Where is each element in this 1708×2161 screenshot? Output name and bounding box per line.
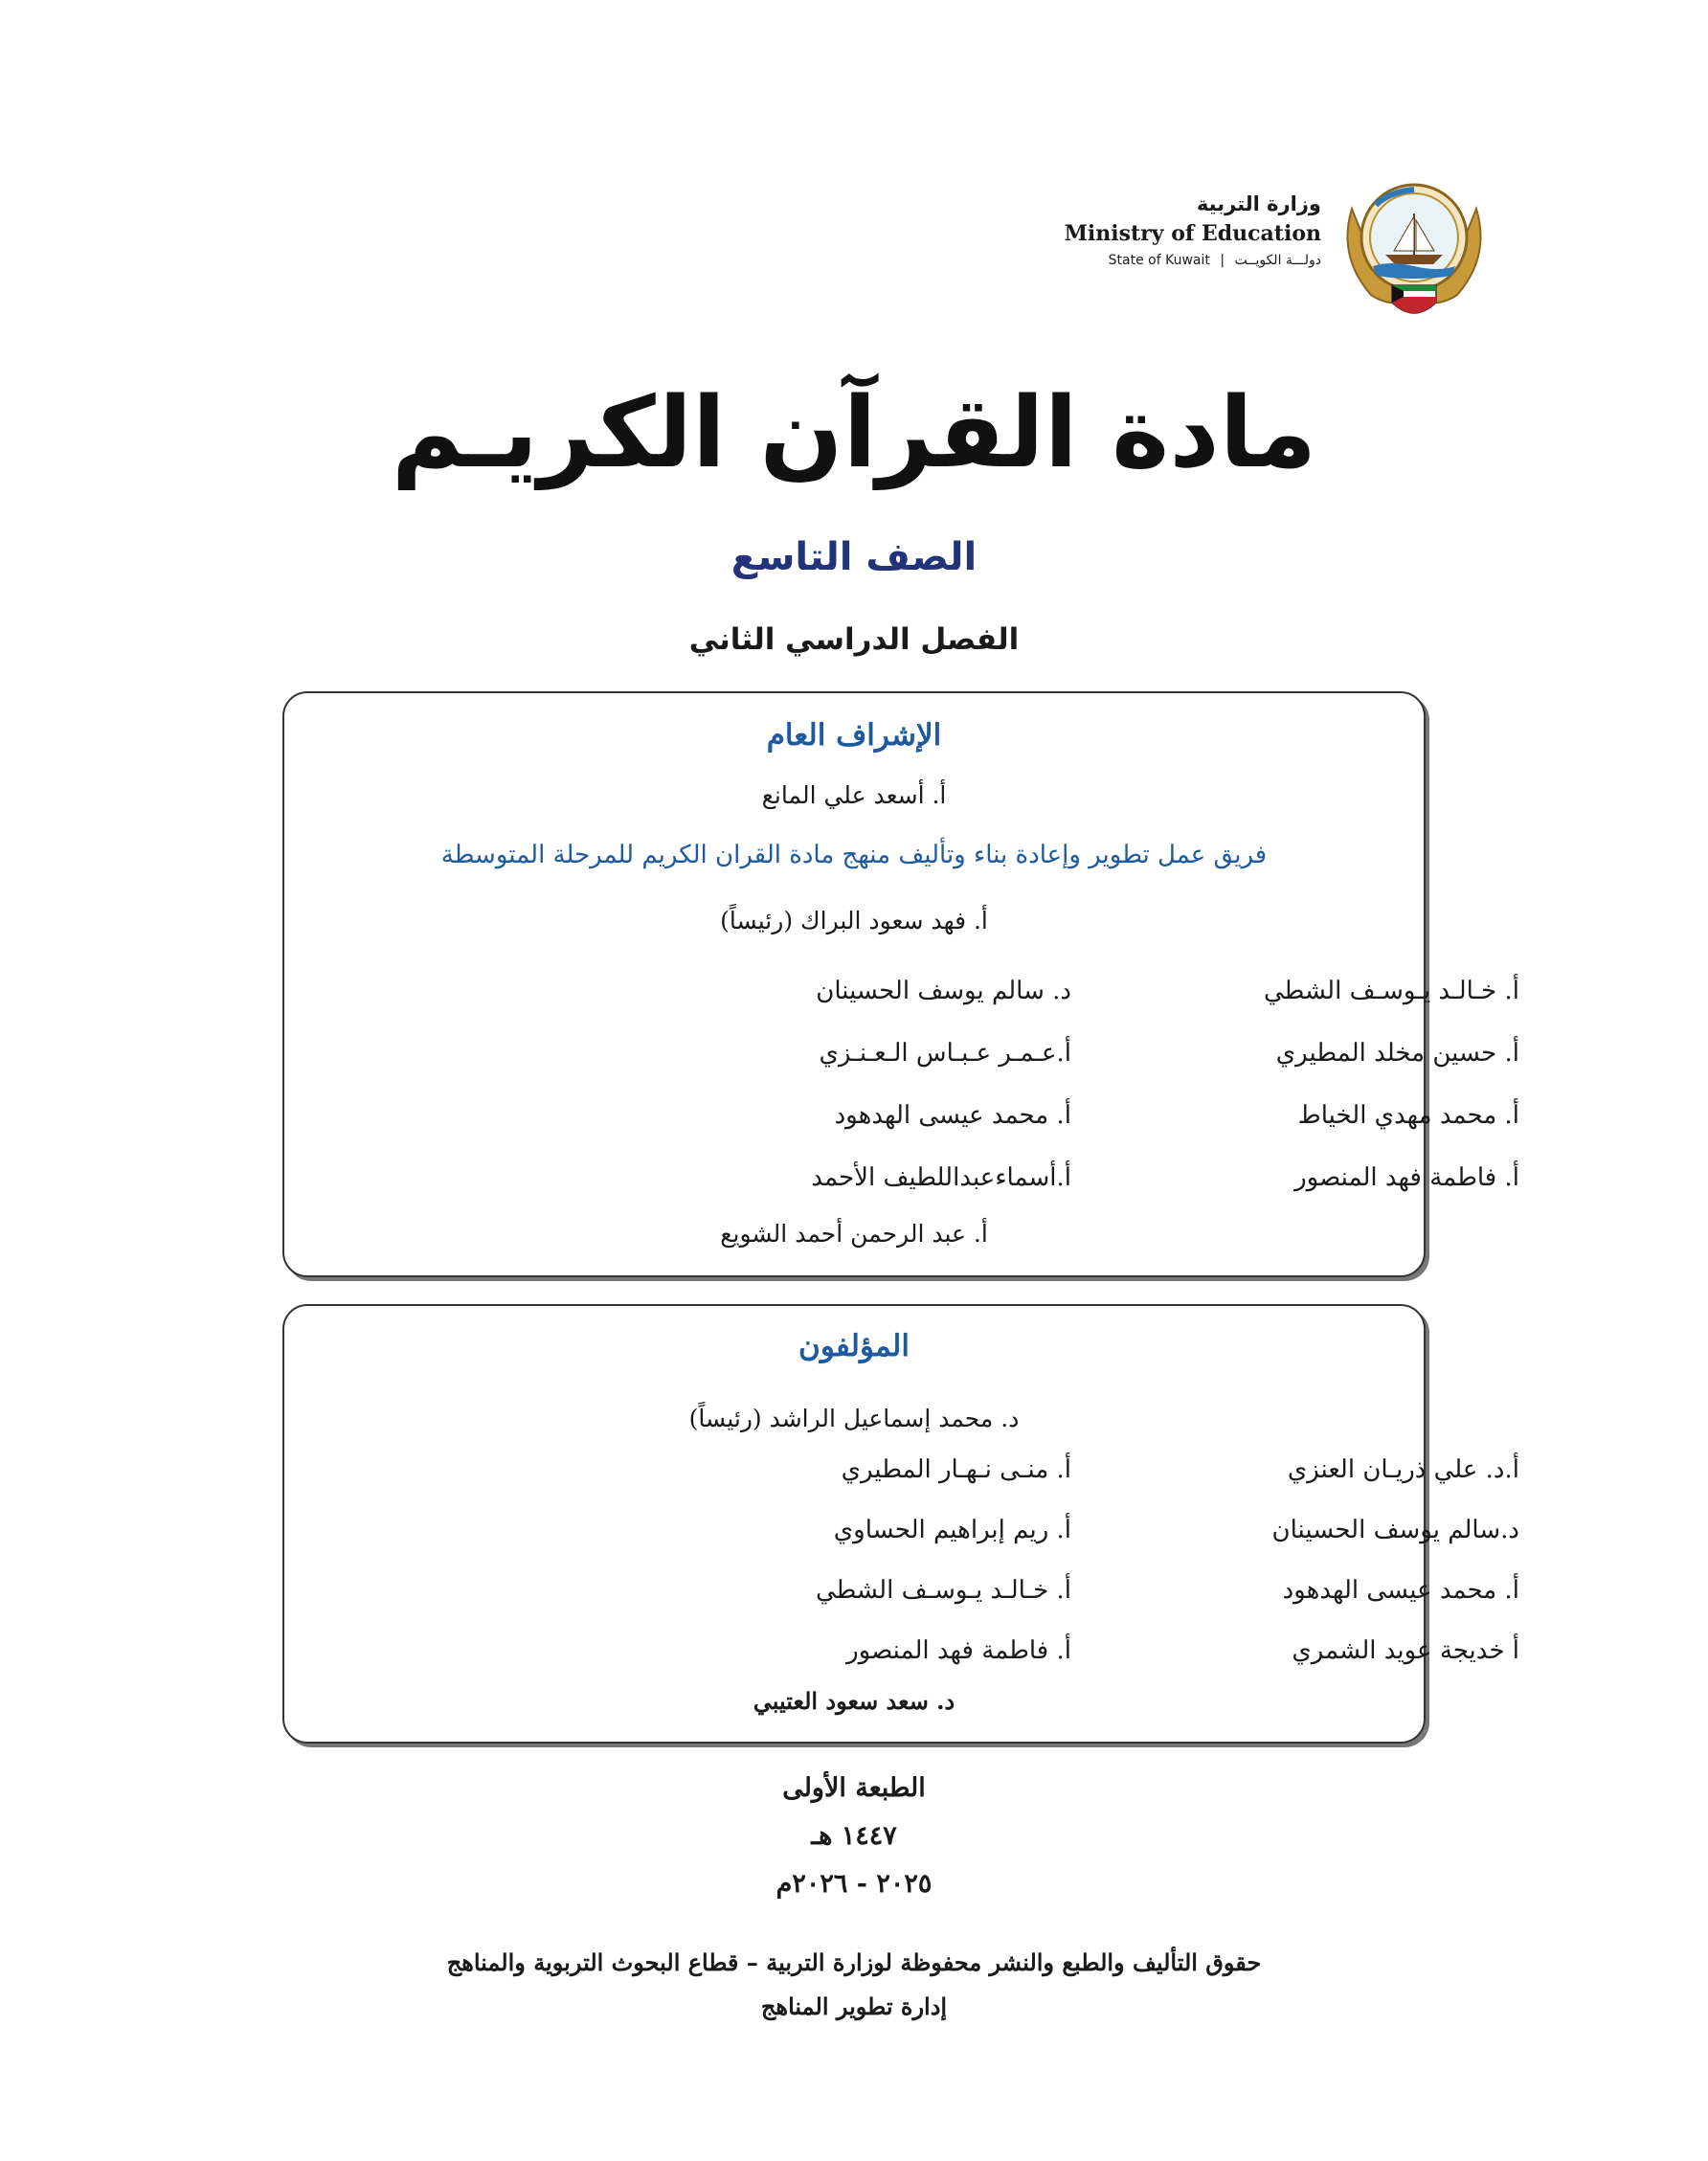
author: أ. خـالـد يـوسـف الشطي [815, 1576, 1071, 1605]
author: د.سالم يوسف الحسينان [1271, 1516, 1519, 1544]
hijri-year: ١٤٤٧ هـ [811, 1821, 897, 1851]
state-name-arabic: دولـــة الكويــت [1234, 253, 1321, 268]
supervision-heading: الإشراف العام [766, 718, 942, 753]
state-name-english: State of Kuwait [1108, 253, 1210, 268]
subject-title: مادة القرآن الكريـم [391, 376, 1317, 490]
team-member: أ. حسين مخلد المطيري [1275, 1039, 1519, 1068]
team-member: أ. محمد عيسى الهدهود [834, 1101, 1071, 1130]
copyright-notice: حقوق التأليف والطبع والنشر محفوظة لوزارة التربية – قطاع البحوث التربوية والمناهج [446, 1948, 1262, 1976]
supervision-box [282, 691, 1519, 1277]
kuwait-emblem-icon [1333, 170, 1495, 324]
authors-box [282, 1304, 1519, 1744]
authors-head: د. محمد إسماعيل الراشد (رئيساً) [688, 1405, 1020, 1432]
authors-heading: المؤلفون [798, 1329, 910, 1363]
general-supervisor: أ. أسعد علي المانع [761, 781, 947, 809]
team-member: أ. فاطمة فهد المنصور [1294, 1163, 1519, 1192]
author: أ. فاطمة فهد المنصور [846, 1636, 1071, 1665]
state-separator: | [1220, 253, 1225, 268]
author: أ. ريم إبراهيم الحساوي [833, 1516, 1071, 1544]
department-name: إدارة تطوير المناهج [760, 1992, 948, 2020]
ministry-name-english: Ministry of Education [1064, 221, 1321, 246]
edition: الطبعة الأولى [782, 1773, 926, 1803]
team-member: أ. خـالـد يـوسـف الشطي [1263, 977, 1519, 1005]
team-member: أ.عـمـر عـبـاس الـعـنـزي [819, 1039, 1071, 1068]
ministry-name-arabic: وزارة التربية [1196, 192, 1321, 215]
state-line [1015, 249, 1321, 272]
team-last-member: أ. عبد الرحمن أحمد الشويع [720, 1220, 988, 1248]
semester-title: الفصل الدراسي الثاني [688, 622, 1020, 657]
team-head: أ. فهد سعود البراك (رئيساً) [720, 907, 988, 934]
team-member: أ.أسماءعبداللطيف الأحمد [811, 1163, 1071, 1192]
author: أ.د. علي ذريـان العنزي [1287, 1455, 1519, 1484]
authors-last-member: د. سعد سعود العتيبي [753, 1687, 955, 1715]
grade-title: الصف التاسع [730, 535, 978, 579]
team-title: فريق عمل تطوير وإعادة بناء وتأليف منهج مادة القران الكريم للمرحلة المتوسطة [440, 841, 1268, 869]
author: أ. منـى نـهـار المطيري [841, 1455, 1071, 1484]
author: أ. محمد عيسى الهدهود [1282, 1576, 1519, 1605]
gregorian-year: ٢٠٢٥ - ٢٠٢٦م [775, 1869, 933, 1899]
ministry-header [1015, 190, 1321, 272]
team-member: د. سالم يوسف الحسينان [816, 977, 1071, 1005]
team-member: أ. محمد مهدي الخياط [1297, 1101, 1519, 1130]
author: أ خديجة عويد الشمري [1292, 1636, 1519, 1665]
